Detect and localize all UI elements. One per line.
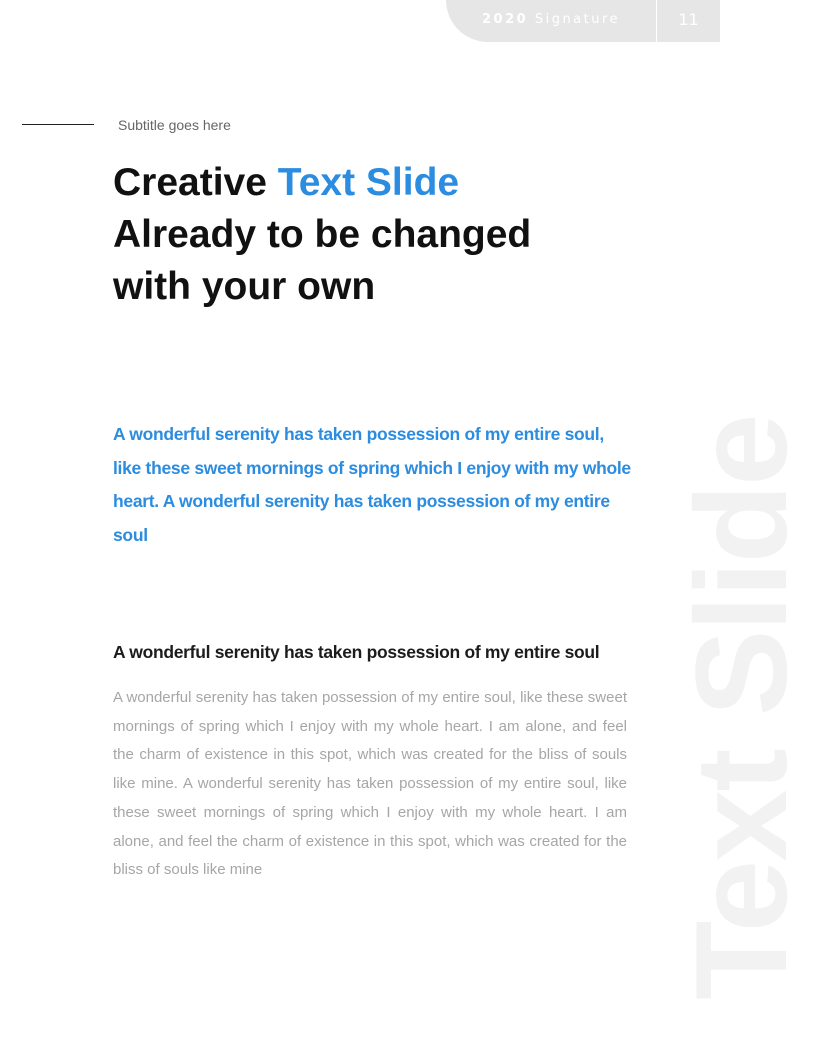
subtitle: Subtitle goes here xyxy=(118,117,231,133)
title-line2: Already to be changed xyxy=(113,213,532,256)
section-heading: A wonderful serenity has taken possession of my entire soul xyxy=(113,642,600,662)
title-accent: Text Slide xyxy=(277,161,460,204)
page-title xyxy=(113,157,633,313)
lead-paragraph: A wonderful serenity has taken possession of my entire soul, like these sweet mornings of spring which I enjoy with my whole heart. A wonderful serenity has taken possession of my entire soul xyxy=(113,424,631,545)
title-line3: with your own xyxy=(113,265,376,308)
brand-year: 2020 xyxy=(482,12,529,27)
brand-name: Signature xyxy=(534,12,621,27)
header-brand xyxy=(482,12,620,27)
body-paragraph: A wonderful serenity has taken possession of my entire soul, like these sweet mornings of spring which I enjoy with my whole heart. I am alone, and feel the charm of existence in this spot, which was created for the bliss of souls like mine. A wonderful serenity has taken possession of my entire soul, like these sweet mornings of spring which I enjoy with my whole heart. I am alone, and feel the charm of existence in this spot, which was created for the bliss of souls like mine xyxy=(113,689,627,879)
subtitle-rule xyxy=(22,124,94,125)
title-part1: Creative xyxy=(113,161,278,204)
watermark-text: Text Slide xyxy=(668,415,814,1000)
page-number: 11 xyxy=(678,10,699,29)
